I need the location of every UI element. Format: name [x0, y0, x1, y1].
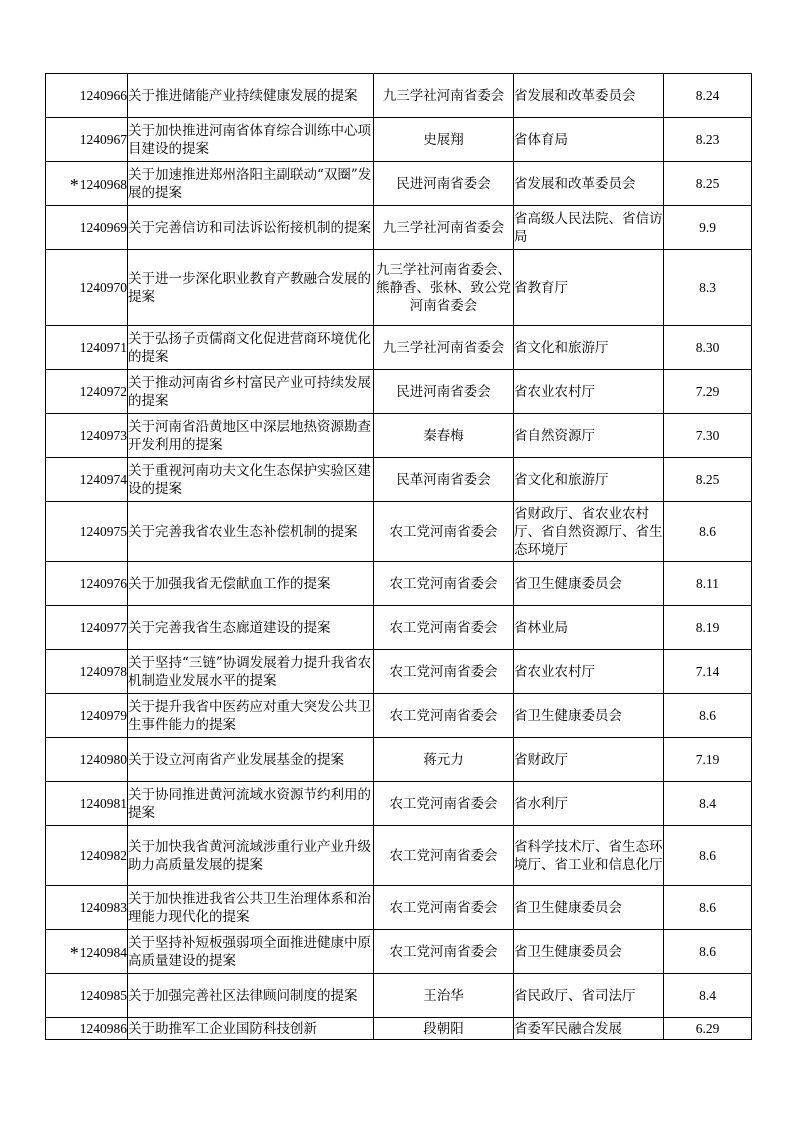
proposal-title: 关于坚持补短板强弱项全面推进健康中原高质量建设的提案: [128, 930, 374, 974]
proposal-sponsor: 民进河南省委会: [374, 162, 514, 206]
proposal-title: 关于设立河南省产业发展基金的提案: [128, 738, 374, 782]
proposal-number-cell: [46, 370, 128, 414]
proposal-title: 关于加快推进河南省体育综合训练中心项目建设的提案: [128, 118, 374, 162]
completion-date: 8.11: [664, 562, 752, 606]
table-row: [46, 694, 752, 738]
handling-department: 省卫生健康委员会: [514, 930, 664, 974]
proposal-number: 1240970: [79, 279, 127, 295]
proposal-title: 关于加强我省无偿献血工作的提案: [128, 562, 374, 606]
proposal-title: 关于加速推进郑州洛阳主副联动“双圈”发展的提案: [128, 162, 374, 206]
proposal-number: 1240979: [79, 707, 127, 723]
proposal-number: 1240983: [79, 899, 127, 915]
proposal-number-cell: [46, 886, 128, 930]
proposal-sponsor: 蒋元力: [374, 738, 514, 782]
proposal-title: 关于推动河南省乡村富民产业可持续发展的提案: [128, 370, 374, 414]
proposal-number: 1240981: [79, 795, 127, 811]
proposal-sponsor: 农工党河南省委会: [374, 826, 514, 886]
proposal-number-cell: [46, 250, 128, 326]
proposal-number: 1240967: [79, 131, 127, 147]
proposal-sponsor: 农工党河南省委会: [374, 650, 514, 694]
proposal-title: 关于坚持“三链”协调发展着力提升我省农机制造业发展水平的提案: [128, 650, 374, 694]
proposal-number-cell: [46, 606, 128, 650]
proposal-number: 1240969: [79, 219, 127, 235]
proposal-number: 1240982: [79, 847, 127, 863]
proposal-number-cell: [46, 738, 128, 782]
completion-date: 9.9: [664, 206, 752, 250]
proposal-title: 关于协同推进黄河流域水资源节约利用的提案: [128, 782, 374, 826]
handling-department: 省农业农村厅: [514, 650, 664, 694]
proposal-sponsor: 民革河南省委会: [374, 458, 514, 502]
proposal-number: 1240976: [79, 575, 127, 591]
handling-department: 省委军民融合发展: [514, 1018, 664, 1040]
table-row: [46, 826, 752, 886]
proposal-title: 关于加快推进我省公共卫生治理体系和治理能力现代化的提案: [128, 886, 374, 930]
proposal-title: 关于重视河南功夫文化生态保护实验区建设的提案: [128, 458, 374, 502]
proposal-number: 1240972: [79, 383, 127, 399]
proposal-sponsor: 秦春梅: [374, 414, 514, 458]
completion-date: 7.30: [664, 414, 752, 458]
proposal-title: 关于完善我省农业生态补偿机制的提案: [128, 502, 374, 562]
completion-date: 8.6: [664, 502, 752, 562]
table-row: [46, 650, 752, 694]
proposal-sponsor: 民进河南省委会: [374, 370, 514, 414]
table-row: [46, 162, 752, 206]
table-row: [46, 782, 752, 826]
table-row: [46, 886, 752, 930]
table-row: [46, 1018, 752, 1040]
handling-department: 省卫生健康委员会: [514, 694, 664, 738]
handling-department: 省高级人民法院、省信访局: [514, 206, 664, 250]
handling-department: 省林业局: [514, 606, 664, 650]
table-row: [46, 606, 752, 650]
proposal-title: 关于完善信访和司法诉讼衔接机制的提案: [128, 206, 374, 250]
proposal-number-cell: [46, 974, 128, 1018]
proposal-number-cell: [46, 162, 128, 206]
proposal-sponsor: 农工党河南省委会: [374, 502, 514, 562]
completion-date: 7.14: [664, 650, 752, 694]
proposal-number-cell: [46, 826, 128, 886]
proposal-sponsor: 史展翔: [374, 118, 514, 162]
handling-department: 省农业农村厅: [514, 370, 664, 414]
table-row: [46, 118, 752, 162]
handling-department: 省财政厅: [514, 738, 664, 782]
completion-date: 8.6: [664, 886, 752, 930]
proposal-number-cell: [46, 74, 128, 118]
completion-date: 7.19: [664, 738, 752, 782]
handling-department: 省财政厅、省农业农村厅、省自然资源厅、省生态环境厅: [514, 502, 664, 562]
proposal-title: 关于加强完善社区法律顾问制度的提案: [128, 974, 374, 1018]
proposal-number: 1240977: [79, 619, 127, 635]
proposal-sponsor: 九三学社河南省委会: [374, 74, 514, 118]
completion-date: 8.25: [664, 458, 752, 502]
completion-date: 8.30: [664, 326, 752, 370]
proposal-number: 1240984: [79, 944, 127, 960]
proposal-number-cell: [46, 326, 128, 370]
proposal-sponsor: 农工党河南省委会: [374, 782, 514, 826]
table-row: [46, 458, 752, 502]
proposal-sponsor: 农工党河南省委会: [374, 562, 514, 606]
proposal-sponsor: 九三学社河南省委会、熊静香、张林、致公党河南省委会: [374, 250, 514, 326]
proposal-number-cell: [46, 458, 128, 502]
proposal-number: 1240980: [79, 751, 127, 767]
proposal-number-cell: [46, 694, 128, 738]
completion-date: 8.6: [664, 826, 752, 886]
handling-department: 省文化和旅游厅: [514, 458, 664, 502]
completion-date: 7.29: [664, 370, 752, 414]
handling-department: 省水利厅: [514, 782, 664, 826]
proposal-sponsor: 段朝阳: [374, 1018, 514, 1040]
table-row: [46, 206, 752, 250]
proposal-title: 关于进一步深化职业教育产教融合发展的提案: [128, 250, 374, 326]
proposal-sponsor: 农工党河南省委会: [374, 930, 514, 974]
key-proposal-marker: *: [69, 174, 79, 195]
table-row: [46, 502, 752, 562]
proposal-number-cell: [46, 562, 128, 606]
proposal-sponsor: 九三学社河南省委会: [374, 326, 514, 370]
proposal-number: 1240975: [79, 523, 127, 539]
proposal-sponsor: 王治华: [374, 974, 514, 1018]
completion-date: 6.29: [664, 1018, 752, 1040]
proposal-title: 关于河南省沿黄地区中深层地热资源勘查开发利用的提案: [128, 414, 374, 458]
table-row: [46, 250, 752, 326]
proposal-table: [45, 73, 752, 1040]
handling-department: 省发展和改革委员会: [514, 162, 664, 206]
proposal-number: 1240978: [79, 663, 127, 679]
proposal-number: 1240974: [79, 471, 127, 487]
completion-date: 8.4: [664, 974, 752, 1018]
table-row: [46, 738, 752, 782]
proposal-number: 1240973: [79, 427, 127, 443]
proposal-number: 1240966: [79, 87, 127, 103]
proposal-sponsor: 农工党河南省委会: [374, 606, 514, 650]
proposal-number: 1240968: [79, 176, 127, 192]
proposal-number: 1240971: [79, 339, 127, 355]
table-row: [46, 562, 752, 606]
proposal-number: 1240985: [79, 987, 127, 1003]
proposal-sponsor: 农工党河南省委会: [374, 694, 514, 738]
completion-date: 8.4: [664, 782, 752, 826]
proposal-number-cell: [46, 414, 128, 458]
completion-date: 8.6: [664, 930, 752, 974]
table-row: [46, 930, 752, 974]
proposal-table-body: [46, 74, 752, 1040]
proposal-sponsor: 农工党河南省委会: [374, 886, 514, 930]
proposal-number-cell: [46, 118, 128, 162]
completion-date: 8.19: [664, 606, 752, 650]
proposal-number-cell: [46, 206, 128, 250]
completion-date: 8.24: [664, 74, 752, 118]
proposal-title: 关于完善我省生态廊道建设的提案: [128, 606, 374, 650]
table-row: [46, 370, 752, 414]
table-row: [46, 414, 752, 458]
proposal-title: 关于加快我省黄河流域涉重行业产业升级助力高质量发展的提案: [128, 826, 374, 886]
completion-date: 8.23: [664, 118, 752, 162]
handling-department: 省民政厅、省司法厅: [514, 974, 664, 1018]
completion-date: 8.25: [664, 162, 752, 206]
table-row: [46, 326, 752, 370]
table-row: [46, 974, 752, 1018]
table-row: [46, 74, 752, 118]
proposal-title: 关于助推军工企业国防科技创新: [128, 1018, 374, 1040]
handling-department: 省卫生健康委员会: [514, 562, 664, 606]
completion-date: 8.6: [664, 694, 752, 738]
handling-department: 省教育厅: [514, 250, 664, 326]
handling-department: 省自然资源厅: [514, 414, 664, 458]
proposal-sponsor: 九三学社河南省委会: [374, 206, 514, 250]
proposal-number-cell: [46, 1018, 128, 1040]
completion-date: 8.3: [664, 250, 752, 326]
handling-department: 省体育局: [514, 118, 664, 162]
proposal-title: 关于推进储能产业持续健康发展的提案: [128, 74, 374, 118]
handling-department: 省文化和旅游厅: [514, 326, 664, 370]
proposal-title: 关于提升我省中医药应对重大突发公共卫生事件能力的提案: [128, 694, 374, 738]
proposal-number: 1240986: [79, 1020, 127, 1036]
handling-department: 省发展和改革委员会: [514, 74, 664, 118]
proposal-number-cell: [46, 502, 128, 562]
key-proposal-marker: *: [69, 942, 79, 963]
proposal-number-cell: [46, 930, 128, 974]
handling-department: 省科学技术厅、省生态环境厅、省工业和信息化厅: [514, 826, 664, 886]
handling-department: 省卫生健康委员会: [514, 886, 664, 930]
proposal-number-cell: [46, 650, 128, 694]
proposal-title: 关于弘扬子贡儒商文化促进营商环境优化的提案: [128, 326, 374, 370]
proposal-number-cell: [46, 782, 128, 826]
